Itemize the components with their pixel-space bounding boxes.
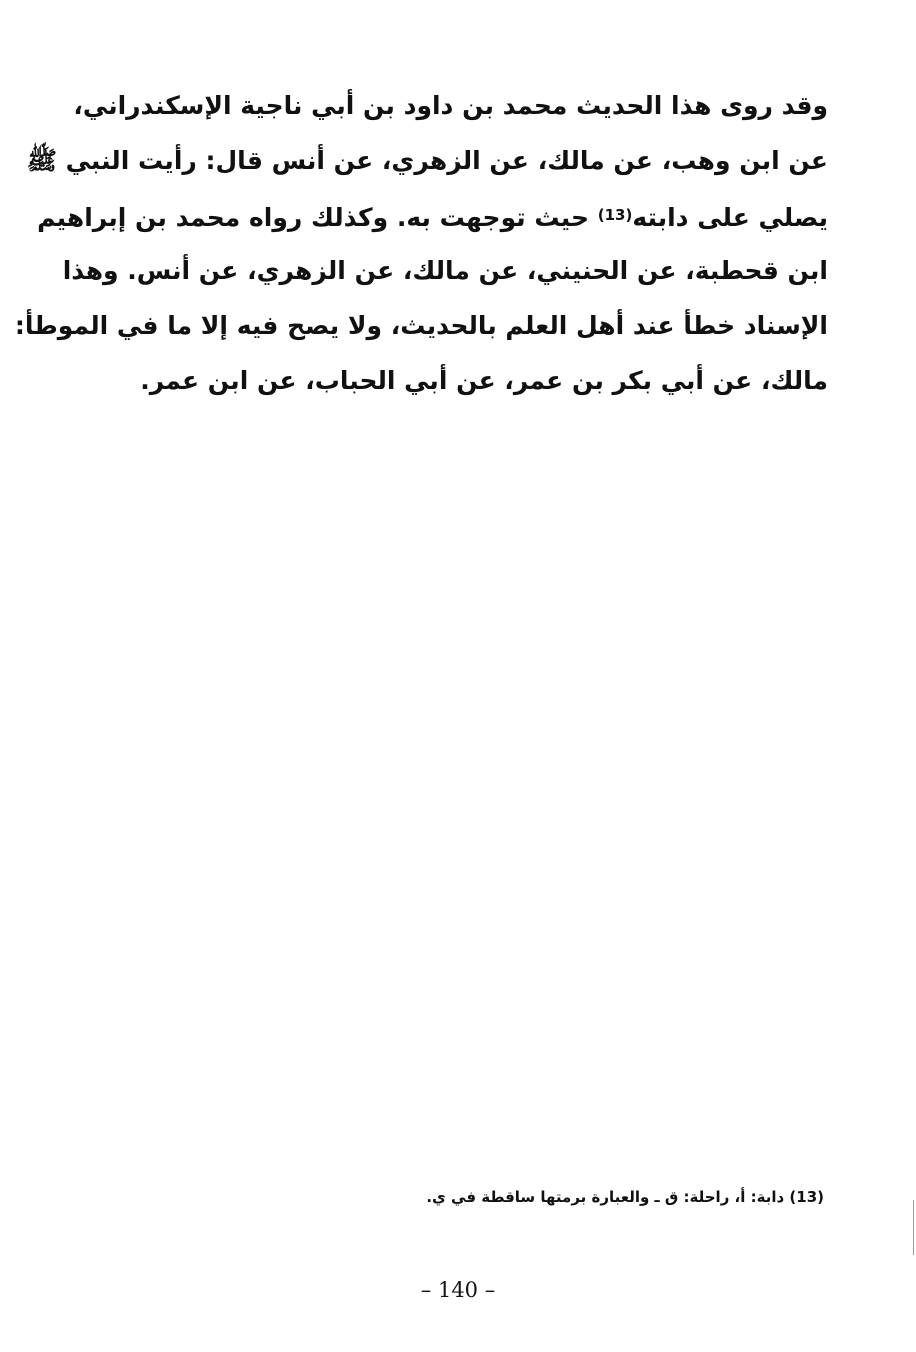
text-line xyxy=(37,188,828,243)
text-line: وقد روى هذا الحديث محمد بن داود بن أبي ناجية الإسكندراني، xyxy=(73,91,828,120)
text-line: عن ابن وهب، عن مالك، عن الزهري، عن أنس قال: رأيت النبي ﷺ xyxy=(26,146,828,175)
text-line: مالك، عن أبي بكر بن عمر، عن أبي الحباب، عن ابن عمر. xyxy=(140,366,828,395)
text-line: ابن قحطبة، عن الحنيني، عن مالك، عن الزهري، عن أنس. وهذا xyxy=(62,256,828,285)
footnote: (13) دابة: أ، راحلة: ق ـ والعبارة برمتها ساقطة في ي. xyxy=(426,1188,824,1206)
text-segment: حيث توجهت به. وكذلك رواه محمد بن إبراهيم xyxy=(37,203,590,232)
main-paragraph xyxy=(14,78,828,408)
text-line: الإسناد خطأ عند أهل العلم بالحديث، ولا يصح فيه إلا ما في الموطأ: xyxy=(14,311,828,340)
scan-edge-mark xyxy=(913,1200,914,1255)
text-segment: يصلي على دابته xyxy=(632,203,828,232)
page-number: – 140 – xyxy=(420,1278,496,1302)
footnote-reference[interactable]: (13) xyxy=(597,206,633,224)
